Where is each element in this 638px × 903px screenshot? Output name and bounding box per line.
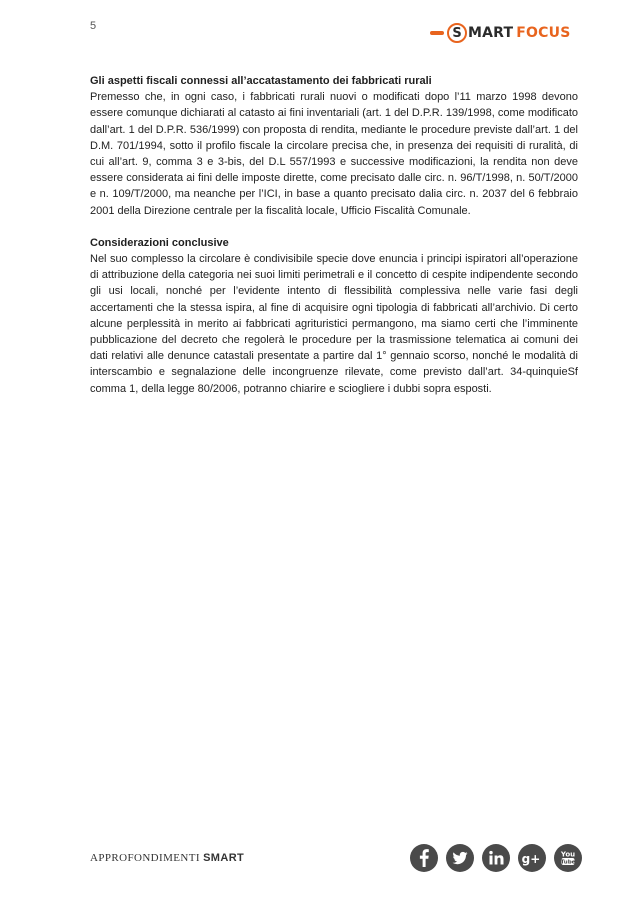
linkedin-icon[interactable] [482, 844, 510, 872]
facebook-icon[interactable] [410, 844, 438, 872]
logo-dash [430, 31, 444, 35]
section-paragraph-conclusions: Nel suo complesso la circolare è condivisibile specie dove enuncia i principi ispiratori all’operazione di attribuzione della categoria nei suoi limiti perimetrali e il concetto di cespite indipendente secondo gli usi locali, nonché per l’evidente intento di flessibilità complessiva nelle varie fasi degli accertamenti che la stessa ispira, al fine di acquisire ogni tipologia di fabbricati all’archivio. Di certo alcune perplessità in merito ai fabbricati agrituristici permangono, ma siamo certi che l’imminente pubblicazione del decreto che regolerà le procedure per la trasmissione telematica ai comuni dei dati relativi alle denunce catastali presentate a partire dal 1° gennaio scorso, nonché le modalità di interscambio e segnalazione delle incongruenze rilevate, come previsto dall’art. 34-quinquieSf comma 1, della legge 80/2006, potranno chiarire e sciogliere i dubbi sopra esposti. [90, 253, 578, 395]
section-paragraph-fiscal-aspects: Premesso che, in ogni caso, i fabbricati rurali nuovi o modificati dopo l’11 marzo 1998 devono essere comunque dichiarati al catasto ai fini inventariali (art. 1 del D.P.R. 139/1998, come modificato dall’art. 1 del D.P.R. 536/1999) con proposta di rendita, mediante le procedure previste dall’art. 1 del D.M. 701/1994, sotto il profilo fiscale la circolare precisa che, in presenza dei requisiti di ruralità, di cui all’art. 9, comma 3 e 3-bis, del D.L 557/1993 e successive modificazioni, la rendita non deve essere considerata ai fini delle imposte dirette, come precisato dalle circ. n. 96/T/1998, n. 50/T/2000 e n. 109/T/2000, ma neanche per l’ICI, in base a quanto precisato dalia circ. n. 2037 del 6 febbraio 2001 della Direzione centrale per la fiscalità locale, Ufficio Fiscalità Comunale. [90, 91, 578, 217]
logo-s-circle: S [447, 23, 467, 43]
social-icons [410, 844, 582, 872]
google-plus-icon[interactable] [518, 844, 546, 872]
footer-label [90, 852, 244, 864]
section-title-fiscal-aspects: Gli aspetti fiscali connessi all’accatastamento dei fabbricati rurali [90, 75, 432, 87]
footer-label-prefix: APPROFONDIMENTI [90, 852, 204, 864]
logo-focus-text: FOCUS [516, 25, 571, 41]
smartfocus-logo [430, 21, 570, 45]
svg-text:You: You [560, 850, 576, 859]
footer-label-bold: SMART [203, 852, 245, 864]
section-title-conclusions: Considerazioni conclusive [90, 236, 229, 249]
twitter-icon[interactable] [446, 844, 474, 872]
page-number: 5 [90, 20, 97, 32]
svg-text:g+: g+ [521, 852, 541, 866]
logo-mart-text: MART [468, 25, 514, 41]
svg-text:Tube: Tube [560, 859, 576, 866]
article-body [90, 73, 578, 397]
youtube-icon[interactable] [554, 844, 582, 872]
